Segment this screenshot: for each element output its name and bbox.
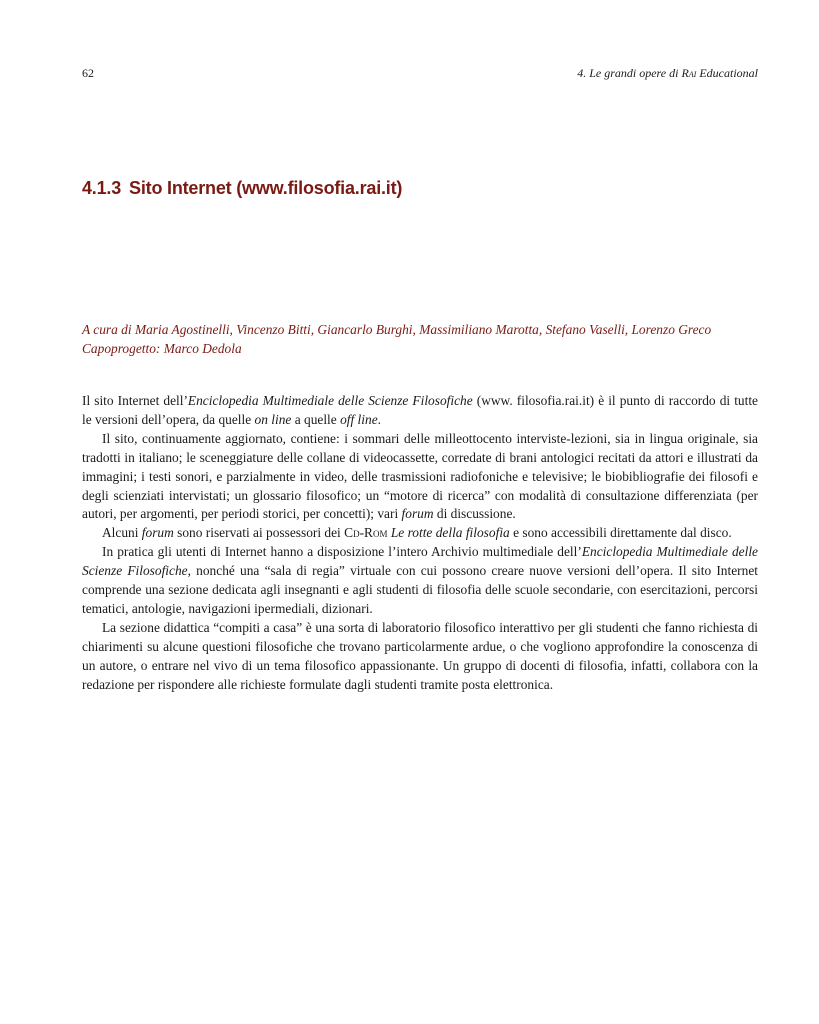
paragraph-3-text-c: sono riservati ai possessori dei xyxy=(173,525,345,541)
body-text xyxy=(82,392,758,695)
document-page xyxy=(82,0,758,1024)
paragraph-4 xyxy=(82,543,758,619)
paragraph-5-text-a: La sezione didattica “compiti a casa” è una sorta di laboratorio filosofico interattivo per gli studenti che fanno richiesta di chiarimenti su alcune questioni filosofiche che trovano particolarmente ardue, o che vogliono approfondire la conoscenza di un autore, o entrare nel vivo di un tema filosofico appassionante. Un gruppo di docenti di filosofia, infatti, collabora con la redazione per rispondere alle richieste formulate dagli studenti tramite posta elettronica. xyxy=(82,619,758,692)
paragraph-3-text-a: Alcuni xyxy=(102,525,142,541)
chapter-suffix: Educational xyxy=(696,66,758,80)
paragraph-3 xyxy=(82,524,758,543)
paragraph-1-text-a: Il sito Internet dell’ xyxy=(82,393,188,408)
paragraph-2-text-c: di discussione. xyxy=(433,506,516,522)
paragraph-1-text-e: a quelle xyxy=(291,411,341,427)
chapter-rai: Rai xyxy=(681,66,697,80)
running-header xyxy=(82,66,758,84)
cd-rom-term: Cd-Rom xyxy=(344,525,388,541)
running-chapter-title xyxy=(577,66,758,81)
off-line-term: off line xyxy=(340,411,378,427)
paragraph-2 xyxy=(82,430,758,525)
encyclopedia-title: Enciclopedia Multimediale delle Scienze Filosofiche xyxy=(82,544,758,579)
forum-term: forum xyxy=(141,525,174,541)
credits-block xyxy=(82,321,758,358)
authors-credit: A cura di Maria Agostinelli, Vincenzo Bitti, Giancarlo Burghi, Massimiliano Marotta, Stefano Vaselli, Lorenzo Greco xyxy=(82,322,712,337)
paragraph-2-text-a: Il sito, continuamente aggiornato, contiene: i sommari delle milleottocento interviste-lezioni, sia in lingua originale, sia tradotti in italiano; le sceneggiature delle collane di videocassette, corredate di brani antologici recitati da attori e illustrati da immagini; i testi sonori, e parzialmente in video, delle trasmissioni radiofoniche e televisive; le biobibliografie dei filosofi e degli scienziati intervistati; un glossario filosofico; un “motore di ricerca” con modalità di consultazione differenziata (per autori, per argomenti, per periodi storici, per concetti); vari xyxy=(82,430,758,522)
chapter-prefix: 4. Le grandi opere di xyxy=(577,66,682,80)
forum-term: forum xyxy=(401,506,434,522)
paragraph-1-text-c: (www. filosofia.rai.it) è il punto di raccordo di tutte le versioni dell’opera, da quelle xyxy=(82,393,758,427)
paragraph-4-text-a: In pratica gli utenti di Internet hanno a disposizione l’intero Archivio multimediale dell’ xyxy=(102,544,582,560)
paragraph-5 xyxy=(82,619,758,695)
paragraph-1 xyxy=(82,392,758,430)
section-number: 4.1.3 xyxy=(82,178,122,198)
section-title: Sito Internet (www.filosofia.rai.it) xyxy=(129,178,403,198)
on-line-term: on line xyxy=(254,411,292,427)
page-number: 62 xyxy=(82,66,94,80)
paragraph-1-text-g: . xyxy=(377,411,382,427)
paragraph-3-text-g: e sono accessibili direttamente dal disco. xyxy=(509,525,732,541)
section-heading xyxy=(82,178,402,199)
cd-rom-title: Le rotte della filosofia xyxy=(390,525,510,541)
project-lead-credit: Capoprogetto: Marco Dedola xyxy=(82,340,242,356)
encyclopedia-title: Enciclopedia Multimediale delle Scienze Filosofiche xyxy=(187,393,473,408)
paragraph-4-text-c: , nonché una “sala di regia” virtuale con cui possono creare nuove versioni dell’opera. Il sito Internet comprende una sezione dedicata agli insegnanti e agli studenti di filosofia delle scuole secondarie, con esercitazioni, percorsi tematici, antologie, navigazioni ipermediali, dizionari. xyxy=(82,563,758,616)
